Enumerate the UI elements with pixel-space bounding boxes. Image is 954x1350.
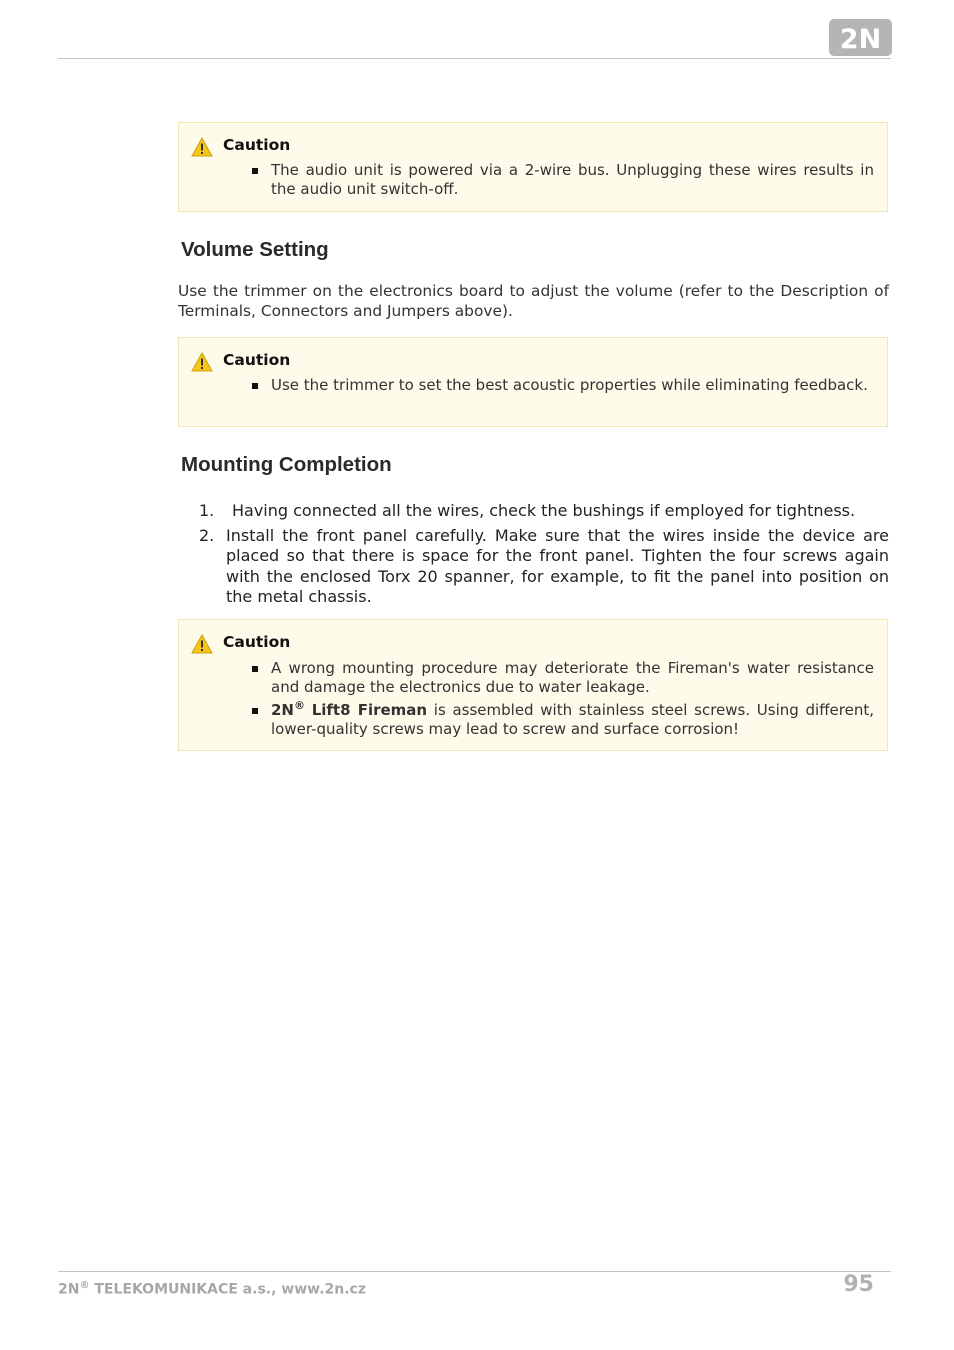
- footer-registered-mark: ®: [79, 1280, 90, 1291]
- page-number: 95: [843, 1272, 874, 1297]
- list-item: [178, 501, 889, 522]
- caution-item: Use the trimmer to set the best acoustic properties while eliminating feedback.: [252, 376, 874, 395]
- caution-box: [178, 619, 888, 751]
- warning-icon: [191, 634, 213, 654]
- footer-company: [58, 1280, 366, 1298]
- list-item: [178, 526, 889, 608]
- step-text: Having connected all the wires, check the bushings if employed for tightness.: [232, 501, 856, 520]
- product-name: Lift8 Fireman: [311, 701, 428, 719]
- mounting-steps-list: [178, 501, 889, 608]
- svg-text:2N: 2N: [839, 24, 882, 55]
- caution-title: Caution: [223, 633, 291, 651]
- volume-setting-paragraph: Use the trimmer on the electronics board to adjust the volume (refer to the Description of Terminals, Connectors and Jumpers above).: [178, 282, 889, 320]
- product-note: is assembled with stainless steel screws. Using different, lower-quality screws may lead to screw and surface corrosion!: [271, 701, 874, 738]
- warning-icon: [191, 352, 213, 372]
- section-heading-volume-setting: Volume Setting: [181, 238, 329, 261]
- footer-rule: [58, 1271, 891, 1272]
- caution-box: [178, 122, 888, 212]
- step-text: Install the front panel carefully. Make sure that the wires inside the device are placed so that there is space for the front panel. Tighten the four screws again with the enclosed Torx 20 spanner, for example, to fit the panel into position on the metal chassis.: [226, 525, 889, 606]
- caution-title: Caution: [223, 351, 291, 369]
- footer-company-text: TELEKOMUNIKACE a.s., www.2n.cz: [94, 1281, 366, 1298]
- caution-title: Caution: [223, 136, 291, 154]
- registered-mark: ®: [294, 699, 305, 712]
- caution-item: The audio unit is powered via a 2-wire bus. Unplugging these wires results in the audio unit switch-off.: [252, 161, 874, 199]
- header-rule: [58, 58, 891, 59]
- section-heading-mounting-completion: Mounting Completion: [181, 453, 392, 476]
- step-number: 1.: [199, 501, 215, 520]
- caution-list: [252, 659, 874, 739]
- caution-item: A wrong mounting procedure may deteriorate the Fireman's water resistance and damage the electronics due to water leakage.: [252, 659, 874, 697]
- 2n-logo: [829, 19, 892, 56]
- caution-item: [252, 701, 874, 739]
- warning-icon: [191, 137, 213, 157]
- caution-list: [252, 376, 874, 395]
- caution-list: [252, 161, 874, 199]
- brand-name: 2N: [271, 701, 294, 719]
- step-number: 2.: [199, 525, 215, 545]
- footer-brand: 2N: [58, 1281, 80, 1298]
- caution-box: [178, 337, 888, 427]
